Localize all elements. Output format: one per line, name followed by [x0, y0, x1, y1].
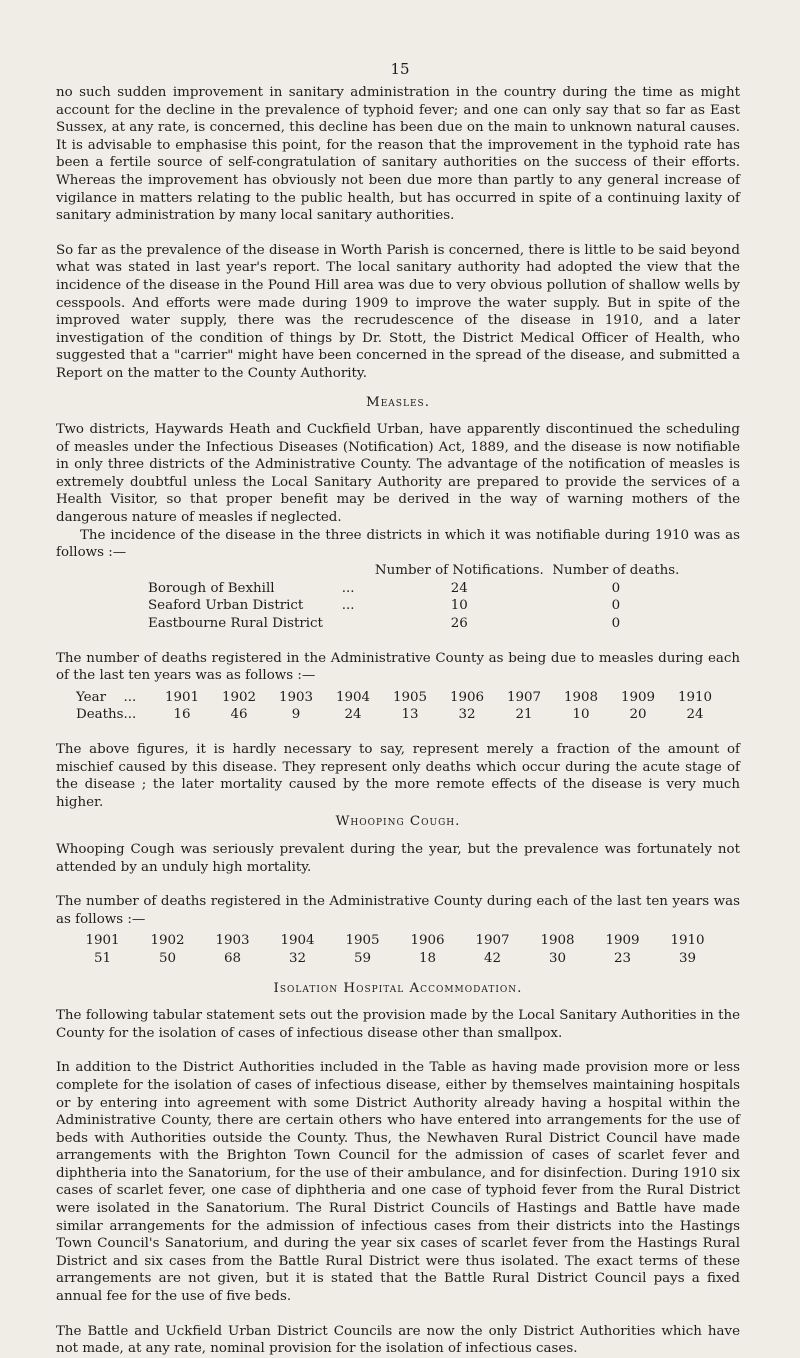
- section-heading-measles: Measles.: [366, 394, 430, 410]
- district-name: Seaford Urban District: [148, 598, 304, 614]
- section-heading-isolation: Isolation Hospital Accommodation.: [273, 980, 523, 996]
- deaths-cell: 68: [223, 950, 242, 966]
- paragraph: So far as the prevalence of the disease in Worth Parish is concerned, there is little to be said beyond what was stated in last year's report. The local sanitary authority had adopted the view that the incidence of the disease in the Pound Hill area was due to very obvious pollution of shallow wells by cesspools. And efforts were made during 1909 to improve the water supply. But in spite of the improved water supply, there was the recrudescence of the disease in 1910, and a later investigation of the condition of things by Dr. Stott, the District Medical Officer of Health, who suggested that a "carrier" might have been concerned in the spread of the disease, and submitted a Report on the matter to the County Authority.: [56, 242, 740, 381]
- deaths-cell: 13: [401, 707, 419, 723]
- deaths-value: 0: [611, 580, 621, 596]
- table-row: [76, 706, 724, 724]
- leader-dots: ...: [123, 689, 137, 705]
- year-cell: 1910: [677, 689, 713, 705]
- paragraph: The Battle and Uckfield Urban District Councils are now the only District Authorities which have not made, at any rate, nominal provision for the isolation of infectious cases.: [56, 1323, 740, 1357]
- page-number: 15: [390, 60, 410, 78]
- deaths-cell: 42: [483, 950, 502, 966]
- measles-deaths-table: [76, 689, 724, 724]
- year-cell: 1906: [410, 933, 445, 949]
- year-cell: 1907: [506, 689, 542, 705]
- deaths-cell: 32: [458, 707, 476, 723]
- whooping-deaths-table: [70, 932, 720, 967]
- paragraph: In addition to the District Authorities included in the Table as having made provision more or less complete for the isolation of cases of infectious disease, either by themselves maintaining hospitals or by entering into agreement with some District Authority already having a hospital within the Administrative County, there are certain others who have entered into arrangements for the use of beds with Authorities outside the County. Thus, the Newhaven Rural District Council have made arrangements with the Brighton Town Council for the admission of cases of scarlet fever and diphtheria into the Sanatorium, for the use of their ambulance, and for disinfection. During 1910 six cases of scarlet fever, one case of diphtheria and one case of typhoid fever from the Rural District were isolated in the Sanatorium. The Rural District Councils of Hastings and Battle have made similar arrangements for the admission of infectious cases from their districts into the Hastings Town Council's Sanatorium, and during the year six cases of scarlet fever from the Hastings Rural District and six cases from the Battle Rural District were thus isolated. The exact terms of these arrangements are not given, but it is stated that the Battle Rural District Council pays a fixed annual fee for the use of five beds.: [56, 1060, 740, 1305]
- year-cell: 1908: [540, 933, 575, 949]
- deaths-value: 0: [611, 616, 621, 632]
- table-row: [148, 615, 688, 633]
- deaths-cell: 30: [548, 950, 567, 966]
- deaths-cell: 16: [173, 707, 191, 723]
- deaths-cell: 23: [613, 950, 632, 966]
- deaths-cell: 39: [678, 950, 697, 966]
- paragraph: The number of deaths registered in the Administrative County during each of the last ten years was as follows :—: [56, 894, 740, 927]
- col-header-notifications: Number of Notifications.: [374, 563, 544, 579]
- paragraph: Two districts, Haywards Heath and Cuckfield Urban, have apparently discontinued the scheduling of measles under the Infectious Diseases (Notification) Act, 1889, and the disease is now notifiable in only three districts of the Administrative County. The advantage of the notification of measles is extremely doubtful unless the Local Sanitary Authority are prepared to provide the services of a Health Visitor, so that proper benefit may be derived in the way of warning mothers of the dangerous nature of measles if neglected.: [56, 422, 740, 526]
- deaths-cell: 18: [418, 950, 437, 966]
- table-row: [148, 580, 688, 598]
- year-cell: 1910: [670, 933, 705, 949]
- year-cell: 1903: [215, 933, 250, 949]
- year-cell: 1906: [449, 689, 485, 705]
- deaths-cell: 9: [291, 707, 301, 723]
- notifications-value: 10: [450, 598, 468, 614]
- paragraph: no such sudden improvement in sanitary administration in the country during the time as might account for the decline in the prevalence of typhoid fever; and one can only say that so far as East Sussex, at any rate, is concerned, this decline has been due on the main to unknown natural causes. It is advisable to emphasise this point, for the reason that the improvement in the typhoid rate has been a fertile source of self-congratulation of sanitary authorities on the success of their efforts. Whereas the improvement has obviously not been due more than partly to any general increase of vigilance in matters relating to the public health, but has occurred in spite of a continuing laxity of sanitary administration by many local sanitary authorities.: [56, 85, 740, 224]
- year-cell: 1902: [150, 933, 185, 949]
- deaths-value: 0: [611, 598, 621, 614]
- year-cell: 1904: [335, 689, 371, 705]
- year-cell: 1909: [620, 689, 656, 705]
- year-cell: 1904: [280, 933, 315, 949]
- deaths-cell: 51: [93, 950, 112, 966]
- district-name: Borough of Bexhill: [148, 580, 275, 596]
- paragraph: The following tabular statement sets out the provision made by the Local Sanitary Authorities in the County for the isolation of cases of infectious disease other than smallpox.: [56, 1008, 740, 1041]
- table-row: [70, 932, 720, 950]
- deaths-cell: 10: [572, 707, 590, 723]
- year-cell: 1901: [85, 933, 120, 949]
- leader-dots: ...: [341, 598, 355, 614]
- leader-dots: [342, 615, 375, 633]
- table-row: [148, 597, 688, 615]
- deaths-cell: 32: [288, 950, 307, 966]
- district-name: Eastbourne Rural District: [148, 616, 323, 632]
- col-header-deaths: Number of deaths.: [552, 563, 680, 579]
- year-cell: 1905: [392, 689, 428, 705]
- notifications-value: 26: [450, 616, 468, 632]
- table-row: [76, 689, 724, 707]
- deaths-cell: 20: [629, 707, 647, 723]
- table-row: [70, 950, 720, 968]
- paragraph: The above figures, it is hardly necessary to say, represent merely a fraction of the amount of mischief caused by this disease. They represent only deaths which occur during the acute stage of the disease ; the later mortality caused by the more remote effects of the disease is very much higher.: [56, 742, 740, 810]
- year-cell: 1907: [475, 933, 510, 949]
- notifications-value: 24: [450, 580, 468, 596]
- deaths-cell: 46: [230, 707, 248, 723]
- deaths-cell: 24: [344, 707, 362, 723]
- row-label-year: Year: [76, 689, 106, 705]
- paragraph: The number of deaths registered in the Administrative County as being due to measles during each of the last ten years was as follows :—: [56, 650, 740, 684]
- year-cell: 1909: [605, 933, 640, 949]
- deaths-cell: 21: [515, 707, 533, 723]
- year-cell: 1903: [278, 689, 314, 705]
- leader-dots: ...: [341, 580, 355, 596]
- deaths-cell: 50: [158, 950, 177, 966]
- leader-dots: ...: [123, 707, 137, 723]
- year-cell: 1902: [221, 689, 257, 705]
- year-cell: 1908: [563, 689, 599, 705]
- year-cell: 1901: [164, 689, 200, 705]
- deaths-cell: 24: [686, 707, 704, 723]
- section-heading-whooping-cough: Whooping Cough.: [335, 814, 461, 830]
- year-cell: 1905: [345, 933, 380, 949]
- paragraph: The incidence of the disease in the three districts in which it was notifiable during 1910 was as follows :—: [56, 527, 740, 561]
- deaths-cell: 59: [353, 950, 372, 966]
- paragraph: Whooping Cough was seriously prevalent during the year, but the prevalence was fortunately not attended by an unduly high mortality.: [56, 841, 740, 875]
- notifications-table: [148, 562, 688, 633]
- document-body: [56, 84, 740, 1358]
- row-label-deaths: Deaths: [76, 707, 124, 723]
